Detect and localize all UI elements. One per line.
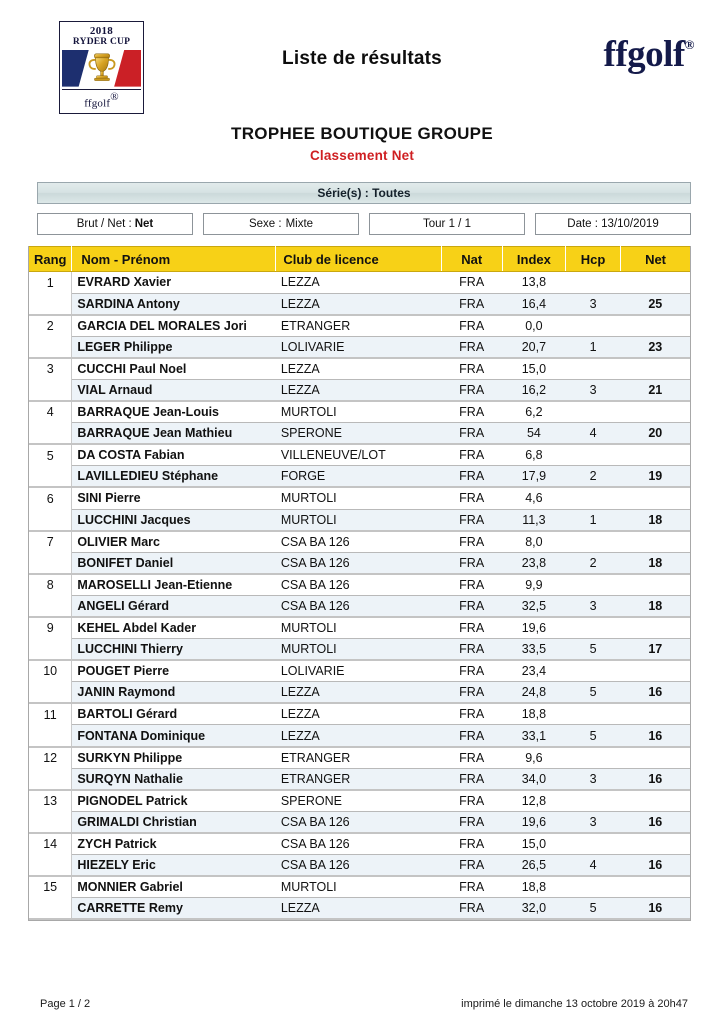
cell-net: 16 <box>621 725 690 747</box>
results-table-container <box>28 246 691 921</box>
table-row <box>29 639 690 661</box>
logo-bottom-text <box>62 89 141 111</box>
cell-nat: FRA <box>441 272 502 294</box>
cell-net <box>621 660 690 682</box>
cell-hcp <box>566 833 621 855</box>
cell-index: 34,0 <box>502 768 565 790</box>
cell-hcp <box>566 703 621 725</box>
cell-club: ETRANGER <box>276 747 441 769</box>
results-table-head <box>29 247 690 272</box>
cell-index: 17,9 <box>502 466 565 488</box>
cell-hcp <box>566 272 621 294</box>
cell-club: CSA BA 126 <box>276 811 441 833</box>
cell-name: SURKYN Philippe <box>72 747 276 769</box>
cell-rang: 10 <box>29 660 72 682</box>
cell-club: MURTOLI <box>276 401 441 423</box>
cell-nat: FRA <box>441 444 502 466</box>
cell-name: LUCCHINI Jacques <box>72 509 276 531</box>
cell-nat: FRA <box>441 811 502 833</box>
series-bar: Série(s) : Toutes <box>37 182 691 204</box>
cell-hcp <box>566 487 621 509</box>
column-header-hcp: Hcp <box>566 247 621 272</box>
cell-nat: FRA <box>441 790 502 812</box>
cell-index: 11,3 <box>502 509 565 531</box>
competition-subtitle: Classement Net <box>309 148 415 163</box>
criteria-brut-net <box>37 213 193 235</box>
cell-club: LOLIVARIE <box>276 660 441 682</box>
cell-hcp <box>566 401 621 423</box>
cell-index: 8,0 <box>502 531 565 553</box>
page-header <box>0 0 724 110</box>
criteria-date <box>535 213 691 235</box>
table-row <box>29 272 690 294</box>
footer-page-number: Page 1 / 2 <box>40 998 91 1010</box>
table-row <box>29 898 690 920</box>
cell-rang: 1 <box>29 272 72 294</box>
cell-name: PIGNODEL Patrick <box>72 790 276 812</box>
cell-rang <box>29 898 72 920</box>
logo-registered-mark: ® <box>110 90 119 103</box>
column-header-rang: Rang <box>29 247 72 272</box>
cell-nat: FRA <box>441 336 502 358</box>
table-row <box>29 703 690 725</box>
criteria-date-label: Date : 13/10/2019 <box>567 218 659 230</box>
cell-nat: FRA <box>441 379 502 401</box>
cell-hcp <box>566 660 621 682</box>
cell-index: 16,2 <box>502 379 565 401</box>
cell-hcp: 4 <box>566 855 621 877</box>
footer-print-timestamp: imprimé le dimanche 13 octobre 2019 à 20h47 <box>461 998 688 1010</box>
cell-index: 18,8 <box>502 703 565 725</box>
cell-index: 9,6 <box>502 747 565 769</box>
cell-club: CSA BA 126 <box>276 574 441 596</box>
cell-rang <box>29 466 72 488</box>
cell-index: 6,2 <box>502 401 565 423</box>
cell-hcp: 1 <box>566 509 621 531</box>
cell-club: MURTOLI <box>276 487 441 509</box>
table-row <box>29 444 690 466</box>
ffgolf-brand-logo <box>604 36 694 73</box>
cell-name: ANGELI Gérard <box>72 595 276 617</box>
cell-name: MAROSELLI Jean-Etienne <box>72 574 276 596</box>
criteria-sexe-value: Mixte <box>285 218 314 230</box>
table-row <box>29 833 690 855</box>
cell-nat: FRA <box>441 487 502 509</box>
cell-rang: 15 <box>29 876 72 898</box>
cell-nat: FRA <box>441 509 502 531</box>
cell-net: 16 <box>621 682 690 704</box>
cell-rang: 6 <box>29 487 72 509</box>
cell-name: ZYCH Patrick <box>72 833 276 855</box>
cell-name: GARCIA DEL MORALES Jori <box>72 315 276 337</box>
cell-nat: FRA <box>441 466 502 488</box>
cell-rang: 2 <box>29 315 72 337</box>
cell-index: 24,8 <box>502 682 565 704</box>
cell-net: 18 <box>621 552 690 574</box>
cell-name: POUGET Pierre <box>72 660 276 682</box>
cell-net <box>621 401 690 423</box>
cell-name: KEHEL Abdel Kader <box>72 617 276 639</box>
cell-nat: FRA <box>441 703 502 725</box>
cell-name: LEGER Philippe <box>72 336 276 358</box>
cell-club: LEZZA <box>276 379 441 401</box>
page-footer <box>40 998 688 1010</box>
cell-name: BARRAQUE Jean-Louis <box>72 401 276 423</box>
cell-rang <box>29 682 72 704</box>
cell-net: 16 <box>621 768 690 790</box>
cell-index: 19,6 <box>502 811 565 833</box>
competition-title: TROPHEE BOUTIQUE GROUPE <box>231 124 493 143</box>
cell-rang: 3 <box>29 358 72 380</box>
criteria-sexe <box>203 213 359 235</box>
table-row <box>29 552 690 574</box>
criteria-row <box>37 213 691 235</box>
cell-club: CSA BA 126 <box>276 595 441 617</box>
cell-nat: FRA <box>441 747 502 769</box>
cell-hcp: 1 <box>566 336 621 358</box>
cell-name: LAVILLEDIEU Stéphane <box>72 466 276 488</box>
cell-hcp: 5 <box>566 898 621 920</box>
cell-nat: FRA <box>441 725 502 747</box>
cell-club: LEZZA <box>276 293 441 315</box>
cell-hcp <box>566 747 621 769</box>
table-row <box>29 768 690 790</box>
cell-hcp <box>566 358 621 380</box>
table-row <box>29 358 690 380</box>
cell-rang <box>29 855 72 877</box>
cell-net <box>621 531 690 553</box>
table-row <box>29 315 690 337</box>
cell-nat: FRA <box>441 552 502 574</box>
cell-name: SINI Pierre <box>72 487 276 509</box>
cell-nat: FRA <box>441 768 502 790</box>
cell-net <box>621 487 690 509</box>
cell-net <box>621 358 690 380</box>
cell-index: 54 <box>502 423 565 445</box>
cell-name: CARRETTE Remy <box>72 898 276 920</box>
column-header-index: Index <box>502 247 565 272</box>
cell-net <box>621 876 690 898</box>
cell-club: LOLIVARIE <box>276 336 441 358</box>
table-row <box>29 876 690 898</box>
cell-club: LEZZA <box>276 898 441 920</box>
cell-name: HIEZELY Eric <box>72 855 276 877</box>
cell-name: BONIFET Daniel <box>72 552 276 574</box>
cell-rang: 5 <box>29 444 72 466</box>
cell-name: FONTANA Dominique <box>72 725 276 747</box>
page-title: Liste de résultats <box>282 48 442 69</box>
cell-nat: FRA <box>441 531 502 553</box>
cell-net: 18 <box>621 595 690 617</box>
results-table <box>29 246 690 920</box>
cell-rang <box>29 509 72 531</box>
cell-index: 4,6 <box>502 487 565 509</box>
table-row <box>29 531 690 553</box>
cell-hcp: 3 <box>566 595 621 617</box>
table-header-row <box>29 247 690 272</box>
table-row <box>29 595 690 617</box>
cell-net: 17 <box>621 639 690 661</box>
cell-hcp <box>566 876 621 898</box>
cell-index: 32,5 <box>502 595 565 617</box>
cell-rang: 4 <box>29 401 72 423</box>
table-row <box>29 747 690 769</box>
cell-hcp <box>566 531 621 553</box>
cell-club: CSA BA 126 <box>276 531 441 553</box>
cell-rang <box>29 811 72 833</box>
cell-net: 16 <box>621 811 690 833</box>
cell-net <box>621 315 690 337</box>
cell-rang <box>29 552 72 574</box>
cell-index: 18,8 <box>502 876 565 898</box>
table-row <box>29 509 690 531</box>
table-row <box>29 379 690 401</box>
cell-rang <box>29 336 72 358</box>
criteria-tour <box>369 213 525 235</box>
cell-club: CSA BA 126 <box>276 855 441 877</box>
cell-nat: FRA <box>441 358 502 380</box>
cell-rang <box>29 768 72 790</box>
cell-net: 18 <box>621 509 690 531</box>
cell-rang: 12 <box>29 747 72 769</box>
cell-rang: 7 <box>29 531 72 553</box>
cell-rang <box>29 595 72 617</box>
cell-club: LEZZA <box>276 272 441 294</box>
table-row <box>29 423 690 445</box>
cell-club: VILLENEUVE/LOT <box>276 444 441 466</box>
table-row <box>29 401 690 423</box>
cell-name: SARDINA Antony <box>72 293 276 315</box>
table-row <box>29 725 690 747</box>
table-row <box>29 855 690 877</box>
cell-nat: FRA <box>441 876 502 898</box>
ffgolf-registered-mark: ® <box>684 36 694 52</box>
cell-rang <box>29 379 72 401</box>
column-header-nat: Nat <box>441 247 502 272</box>
cell-index: 23,4 <box>502 660 565 682</box>
cell-nat: FRA <box>441 401 502 423</box>
table-row <box>29 682 690 704</box>
cell-name: EVRARD Xavier <box>72 272 276 294</box>
cell-nat: FRA <box>441 423 502 445</box>
criteria-tour-label: Tour 1 / 1 <box>423 218 471 230</box>
logo-ffgolf-text: ffgolf <box>84 97 111 109</box>
cell-net <box>621 574 690 596</box>
cell-index: 15,0 <box>502 833 565 855</box>
cell-name: LUCCHINI Thierry <box>72 639 276 661</box>
cell-club: CSA BA 126 <box>276 833 441 855</box>
criteria-brut-net-label: Brut / Net : <box>76 218 132 230</box>
cell-hcp: 3 <box>566 811 621 833</box>
cell-rang: 14 <box>29 833 72 855</box>
cell-nat: FRA <box>441 682 502 704</box>
logo-event-name: RYDER CUP <box>72 37 131 47</box>
cell-hcp: 2 <box>566 466 621 488</box>
cell-name: VIAL Arnaud <box>72 379 276 401</box>
cell-hcp <box>566 315 621 337</box>
cell-name: DA COSTA Fabian <box>72 444 276 466</box>
cell-rang <box>29 293 72 315</box>
cell-nat: FRA <box>441 833 502 855</box>
cell-nat: FRA <box>441 315 502 337</box>
results-table-body <box>29 272 690 920</box>
cell-index: 33,1 <box>502 725 565 747</box>
column-header-name: Nom - Prénom <box>72 247 276 272</box>
table-row <box>29 293 690 315</box>
cell-club: ETRANGER <box>276 315 441 337</box>
cell-index: 26,5 <box>502 855 565 877</box>
table-row <box>29 790 690 812</box>
cell-index: 23,8 <box>502 552 565 574</box>
cell-net: 20 <box>621 423 690 445</box>
cell-hcp: 5 <box>566 682 621 704</box>
cell-hcp: 3 <box>566 768 621 790</box>
cell-club: FORGE <box>276 466 441 488</box>
cell-name: JANIN Raymond <box>72 682 276 704</box>
criteria-sexe-label: Sexe : <box>248 218 282 230</box>
cell-rang: 13 <box>29 790 72 812</box>
cell-index: 15,0 <box>502 358 565 380</box>
cell-net <box>621 703 690 725</box>
table-row <box>29 466 690 488</box>
cell-net: 23 <box>621 336 690 358</box>
cell-name: BARTOLI Gérard <box>72 703 276 725</box>
table-row <box>29 336 690 358</box>
cell-club: LEZZA <box>276 358 441 380</box>
cell-index: 0,0 <box>502 315 565 337</box>
cell-net: 19 <box>621 466 690 488</box>
cell-name: CUCCHI Paul Noel <box>72 358 276 380</box>
cell-nat: FRA <box>441 617 502 639</box>
ffgolf-brand-text: ffgolf <box>603 34 685 75</box>
cell-hcp: 4 <box>566 423 621 445</box>
cell-net <box>621 617 690 639</box>
table-row <box>29 660 690 682</box>
cell-name: BARRAQUE Jean Mathieu <box>72 423 276 445</box>
column-header-net: Net <box>621 247 690 272</box>
table-row <box>29 574 690 596</box>
cell-nat: FRA <box>441 595 502 617</box>
column-header-club: Club de licence <box>276 247 441 272</box>
cell-net: 16 <box>621 898 690 920</box>
cell-nat: FRA <box>441 898 502 920</box>
cell-net <box>621 272 690 294</box>
cell-club: SPERONE <box>276 790 441 812</box>
table-row <box>29 811 690 833</box>
cell-nat: FRA <box>441 639 502 661</box>
cell-hcp: 5 <box>566 725 621 747</box>
cell-net <box>621 790 690 812</box>
cell-net <box>621 747 690 769</box>
cell-net <box>621 444 690 466</box>
cell-index: 16,4 <box>502 293 565 315</box>
cell-name: SURQYN Nathalie <box>72 768 276 790</box>
cell-net: 16 <box>621 855 690 877</box>
cell-club: MURTOLI <box>276 509 441 531</box>
cell-name: OLIVIER Marc <box>72 531 276 553</box>
logo-year: 2018 <box>89 25 114 37</box>
cell-hcp: 3 <box>566 379 621 401</box>
cell-hcp <box>566 574 621 596</box>
criteria-brut-net-value: Net <box>134 218 154 230</box>
cell-index: 6,8 <box>502 444 565 466</box>
cell-rang: 8 <box>29 574 72 596</box>
cell-rang <box>29 639 72 661</box>
cell-index: 33,5 <box>502 639 565 661</box>
cell-index: 32,0 <box>502 898 565 920</box>
cell-index: 19,6 <box>502 617 565 639</box>
cell-club: LEZZA <box>276 703 441 725</box>
cell-net: 21 <box>621 379 690 401</box>
cell-rang <box>29 423 72 445</box>
cell-nat: FRA <box>441 574 502 596</box>
logo-top-text <box>62 24 141 48</box>
cell-index: 13,8 <box>502 272 565 294</box>
table-row <box>29 487 690 509</box>
cell-rang <box>29 725 72 747</box>
cell-index: 9,9 <box>502 574 565 596</box>
cell-index: 12,8 <box>502 790 565 812</box>
cell-rang: 11 <box>29 703 72 725</box>
cell-club: MURTOLI <box>276 876 441 898</box>
cell-hcp: 5 <box>566 639 621 661</box>
cell-club: MURTOLI <box>276 617 441 639</box>
cell-hcp: 3 <box>566 293 621 315</box>
cell-club: LEZZA <box>276 725 441 747</box>
cell-nat: FRA <box>441 855 502 877</box>
cell-net: 25 <box>621 293 690 315</box>
cell-club: LEZZA <box>276 682 441 704</box>
cell-hcp <box>566 617 621 639</box>
cell-hcp <box>566 444 621 466</box>
cell-name: GRIMALDI Christian <box>72 811 276 833</box>
cell-hcp: 2 <box>566 552 621 574</box>
cell-hcp <box>566 790 621 812</box>
cell-club: CSA BA 126 <box>276 552 441 574</box>
cell-net <box>621 833 690 855</box>
cell-index: 20,7 <box>502 336 565 358</box>
cell-club: ETRANGER <box>276 768 441 790</box>
cell-club: MURTOLI <box>276 639 441 661</box>
cell-nat: FRA <box>441 660 502 682</box>
table-row <box>29 617 690 639</box>
cell-rang: 9 <box>29 617 72 639</box>
cell-name: MONNIER Gabriel <box>72 876 276 898</box>
cell-club: SPERONE <box>276 423 441 445</box>
cell-nat: FRA <box>441 293 502 315</box>
